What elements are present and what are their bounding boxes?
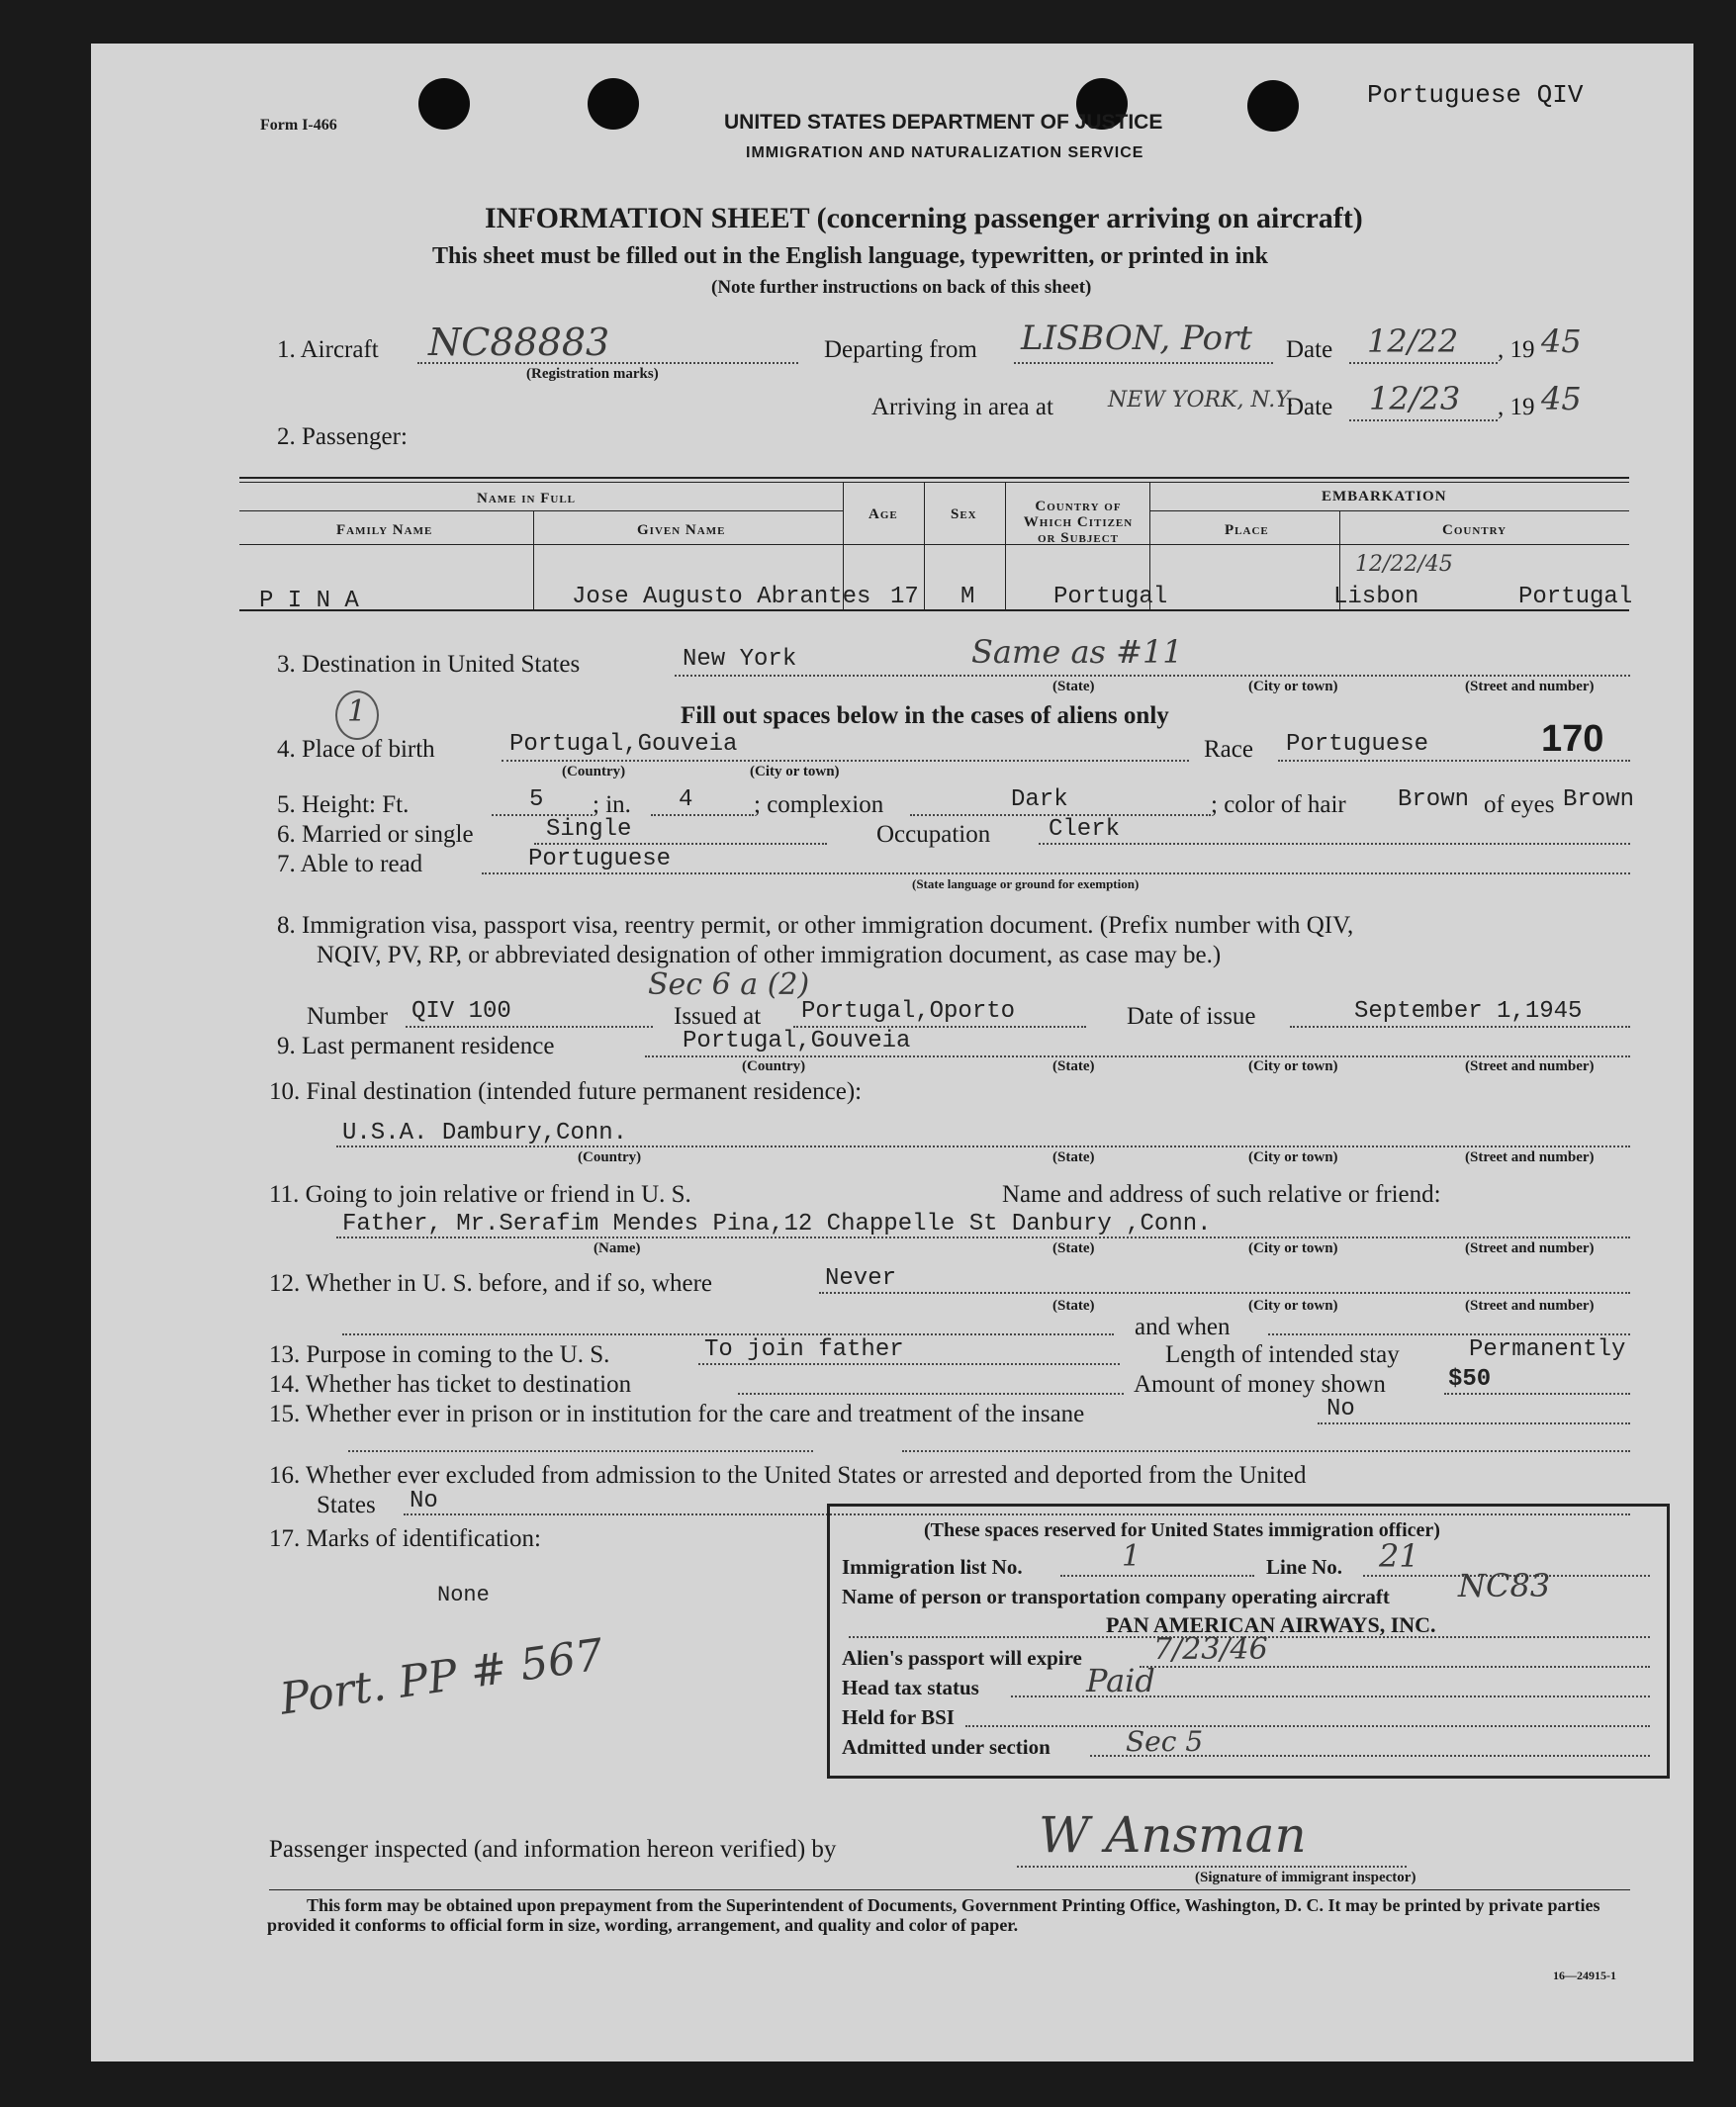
height-in-label: ; in. (593, 791, 631, 818)
service-name: IMMIGRATION AND NATURALIZATION SERVICE (746, 144, 1144, 161)
sex-value[interactable]: M (960, 584, 975, 610)
marks-value[interactable]: None (437, 1583, 490, 1607)
marital-value[interactable]: Single (546, 816, 632, 843)
passenger-label: 2. Passenger: (277, 423, 408, 450)
hair-value[interactable]: Brown (1398, 786, 1470, 813)
visa-number-label: Number (307, 1003, 388, 1030)
marks-hand-note: Port. PP # 567 (277, 1629, 606, 1725)
residence-label: 9. Last permanent residence (277, 1033, 555, 1059)
aircraft-value[interactable]: NC88883 (428, 321, 610, 364)
operator-label: Name of person or transportation company operating aircraft (842, 1585, 1390, 1608)
form-number: Form I-466 (260, 117, 337, 134)
ticket-label: 14. Whether has ticket to destination (269, 1371, 632, 1398)
destination-value[interactable]: New York (683, 646, 797, 673)
arrival-year-prefix: , 19 (1498, 394, 1535, 420)
form-sheet (91, 44, 1693, 2061)
relative-caption-street: (Street and number) (1465, 1240, 1595, 1256)
residence-caption-country: (Country) (742, 1058, 806, 1074)
destination-caption-street: (Street and number) (1465, 679, 1595, 694)
departure-year-prefix: , 19 (1498, 336, 1535, 363)
residence-value[interactable]: Portugal,Gouveia (683, 1028, 911, 1054)
arriving-value[interactable]: NEW YORK, N.Y. (1108, 388, 1294, 412)
birthplace-value[interactable]: Portugal,Gouveia (509, 731, 738, 758)
final-caption-city: (City or town) (1248, 1149, 1338, 1165)
header-embarkation: EMBARKATION (1322, 489, 1447, 504)
destination-caption-city: (City or town) (1248, 679, 1338, 694)
issued-at-label: Issued at (674, 1003, 762, 1030)
line-number-label: Line No. (1266, 1555, 1343, 1579)
document-hand-note: Sec 6 a (2) (648, 967, 810, 1002)
height-ft-value[interactable]: 5 (529, 786, 544, 813)
departing-value[interactable]: LISBON, Port (1021, 319, 1252, 358)
residence-caption-street: (Street and number) (1465, 1058, 1595, 1074)
issue-date-label: Date of issue (1127, 1003, 1256, 1030)
department-name: UNITED STATES DEPARTMENT OF JUSTICE (724, 111, 1163, 134)
inspected-label: Passenger inspected (and information hereon verified) by (269, 1836, 837, 1863)
departing-label: Departing from (824, 336, 977, 363)
family-name-value[interactable]: P I N A (259, 588, 359, 614)
relative-caption-state: (State) (1052, 1240, 1095, 1256)
given-name-value[interactable]: Jose Augusto Abrantes (572, 584, 871, 610)
punch-hole (418, 78, 470, 130)
relative-caption-city: (City or town) (1248, 1240, 1338, 1256)
place-hand-note: 12/22/45 (1355, 552, 1453, 577)
final-caption-state: (State) (1052, 1149, 1095, 1165)
inspector-signature: W Ansman (1039, 1806, 1307, 1864)
relative-caption-name: (Name) (594, 1240, 641, 1256)
reading-value[interactable]: Portuguese (528, 846, 672, 872)
officer-box-heading: (These spaces reserved for United States immigration officer) (924, 1519, 1440, 1541)
departure-date-label: Date (1286, 336, 1333, 363)
occupation-value[interactable]: Clerk (1049, 816, 1121, 843)
residence-caption-state: (State) (1052, 1058, 1095, 1074)
document-label-line1: 8. Immigration visa, passport visa, reentry permit, or other immigration document. (Prefix number with QIV, (277, 912, 1354, 939)
form-note: (Note further instructions on back of this sheet) (711, 277, 1092, 298)
issue-date-value[interactable]: September 1,1945 (1354, 998, 1583, 1025)
final-destination-value[interactable]: U.S.A. Dambury,Conn. (342, 1120, 628, 1146)
bsi-label: Held for BSI (842, 1705, 955, 1729)
header-citizenship: Country of Which Citizen or Subject (1023, 499, 1134, 546)
head-tax-value[interactable]: Paid (1086, 1662, 1155, 1699)
institution-value[interactable]: No (1326, 1396, 1355, 1422)
marital-label: 6. Married or single (277, 821, 474, 848)
arrival-date[interactable]: 12/23 (1369, 380, 1461, 417)
excluded-label-line1: 16. Whether ever excluded from admission to the United States or arrested and deported from the United (269, 1462, 1307, 1489)
previous-caption-city: (City or town) (1248, 1298, 1338, 1314)
destination-caption-state: (State) (1052, 679, 1095, 694)
place-value[interactable]: Lisbon (1333, 584, 1419, 610)
header-age: Age (868, 506, 898, 522)
circle-mark-number: 1 (347, 694, 367, 729)
age-value[interactable]: 17 (890, 584, 919, 610)
issued-at-value[interactable]: Portugal,Oporto (801, 998, 1016, 1025)
print-code: 16—24915-1 (1553, 1969, 1616, 1982)
line-number-value[interactable]: 21 (1379, 1537, 1419, 1575)
birthplace-caption-city: (City or town) (750, 764, 840, 779)
section-label: Admitted under section (842, 1735, 1051, 1759)
head-tax-label: Head tax status (842, 1676, 979, 1699)
relative-label: 11. Going to join relative or friend in U. S. (269, 1181, 691, 1208)
footer-note: This form may be obtained upon prepayment from the Superintendent of Documents, Government Printing Office, Washington, D. C. It may be printed by private parties provided it conforms to official form in size, wording, arrangement, and quality and color of paper. (267, 1895, 1600, 1935)
departure-year[interactable]: 45 (1541, 322, 1582, 360)
destination-hand-note: Same as #11 (971, 633, 1183, 671)
registration-caption: (Registration marks) (526, 366, 659, 382)
purpose-label: 13. Purpose in coming to the U. S. (269, 1341, 610, 1368)
form-title: INFORMATION SHEET (concerning passenger arriving on aircraft) (485, 202, 1363, 234)
citizen-value[interactable]: Portugal (1053, 584, 1168, 610)
institution-label: 15. Whether ever in prison or in institution for the care and treatment of the insane (269, 1401, 1085, 1427)
list-number-label: Immigration list No. (842, 1555, 1023, 1579)
previous-caption-state: (State) (1052, 1298, 1095, 1314)
corner-note: Portuguese QIV (1367, 80, 1584, 110)
money-value[interactable]: $50 (1448, 1366, 1492, 1393)
form-subtitle: This sheet must be filled out in the English language, typewritten, or printed in ink (432, 243, 1268, 269)
signature-caption: (Signature of immigrant inspector) (1195, 1870, 1416, 1885)
aliens-heading: Fill out spaces below in the cases of aliens only (681, 702, 1169, 729)
previous-visit-label: 12. Whether in U. S. before, and if so, where (269, 1270, 713, 1297)
arrival-date-label: Date (1286, 394, 1333, 420)
destination-label: 3. Destination in United States (277, 651, 581, 678)
embarkation-country-value[interactable]: Portugal (1518, 584, 1633, 610)
eyes-label: of eyes (1484, 791, 1555, 818)
eyes-value[interactable]: Brown (1563, 786, 1635, 813)
final-caption-street: (Street and number) (1465, 1149, 1595, 1165)
residence-caption-city: (City or town) (1248, 1058, 1338, 1074)
excluded-label-line2: States (317, 1492, 376, 1518)
previous-caption-street: (Street and number) (1465, 1298, 1595, 1314)
height-label: 5. Height: Ft. (277, 791, 410, 818)
operator-hand-note: NC83 (1458, 1567, 1551, 1604)
operator-value[interactable]: PAN AMERICAN AIRWAYS, INC. (1106, 1612, 1436, 1637)
birthplace-label: 4. Place of birth (277, 736, 435, 763)
list-number-value[interactable]: 1 (1122, 1539, 1142, 1574)
purpose-value[interactable]: To join father (704, 1336, 904, 1363)
punch-hole (1247, 80, 1299, 132)
race-label: Race (1204, 736, 1253, 763)
excluded-value[interactable]: No (410, 1488, 438, 1514)
document-label-line2: NQIV, PV, RP, or abbreviated designation of other immigration document, as case may be.) (317, 942, 1222, 968)
and-when-label: and when (1135, 1314, 1231, 1340)
number-stamp: 170 (1541, 718, 1604, 760)
reading-caption: (State language or ground for exemption) (912, 876, 1140, 891)
marks-label: 17. Marks of identification: (269, 1525, 541, 1552)
relative-address-label: Name and address of such relative or friend: (1002, 1181, 1441, 1208)
previous-visit-value[interactable]: Never (825, 1265, 897, 1292)
complexion-label: ; complexion (754, 791, 884, 818)
final-caption-country: (Country) (578, 1149, 642, 1165)
passport-expiry-label: Alien's passport will expire (842, 1646, 1082, 1670)
section-value[interactable]: Sec 5 (1126, 1725, 1204, 1758)
occupation-label: Occupation (876, 821, 991, 848)
header-given-name: Given Name (637, 522, 726, 538)
header-family-name: Family Name (336, 522, 433, 538)
hair-label: ; color of hair (1211, 791, 1346, 818)
aircraft-label: 1. Aircraft (277, 336, 379, 363)
passport-expiry-value[interactable]: 7/23/46 (1153, 1632, 1268, 1667)
departure-date[interactable]: 12/22 (1367, 322, 1459, 360)
height-in-value[interactable]: 4 (679, 786, 693, 813)
arrival-year[interactable]: 45 (1541, 380, 1582, 417)
final-destination-label: 10. Final destination (intended future permanent residence): (269, 1078, 863, 1105)
header-country: Country (1442, 522, 1508, 538)
arriving-label: Arriving in area at (871, 394, 1053, 420)
relative-value[interactable]: Father, Mr.Serafim Mendes Pina,12 Chappelle St Danbury ,Conn. (342, 1211, 1212, 1237)
header-sex: Sex (951, 506, 977, 522)
header-name-in-full: Name in Full (477, 491, 577, 506)
birthplace-caption-country: (Country) (562, 764, 626, 779)
visa-number-value[interactable]: QIV 100 (411, 998, 511, 1025)
reading-label: 7. Able to read (277, 851, 423, 877)
stay-label: Length of intended stay (1165, 1341, 1400, 1368)
punch-hole (588, 78, 639, 130)
header-place: Place (1225, 522, 1269, 538)
complexion-value[interactable]: Dark (1011, 786, 1068, 813)
race-value[interactable]: Portuguese (1286, 731, 1429, 758)
stay-value[interactable]: Permanently (1469, 1336, 1626, 1363)
money-label: Amount of money shown (1134, 1371, 1386, 1398)
